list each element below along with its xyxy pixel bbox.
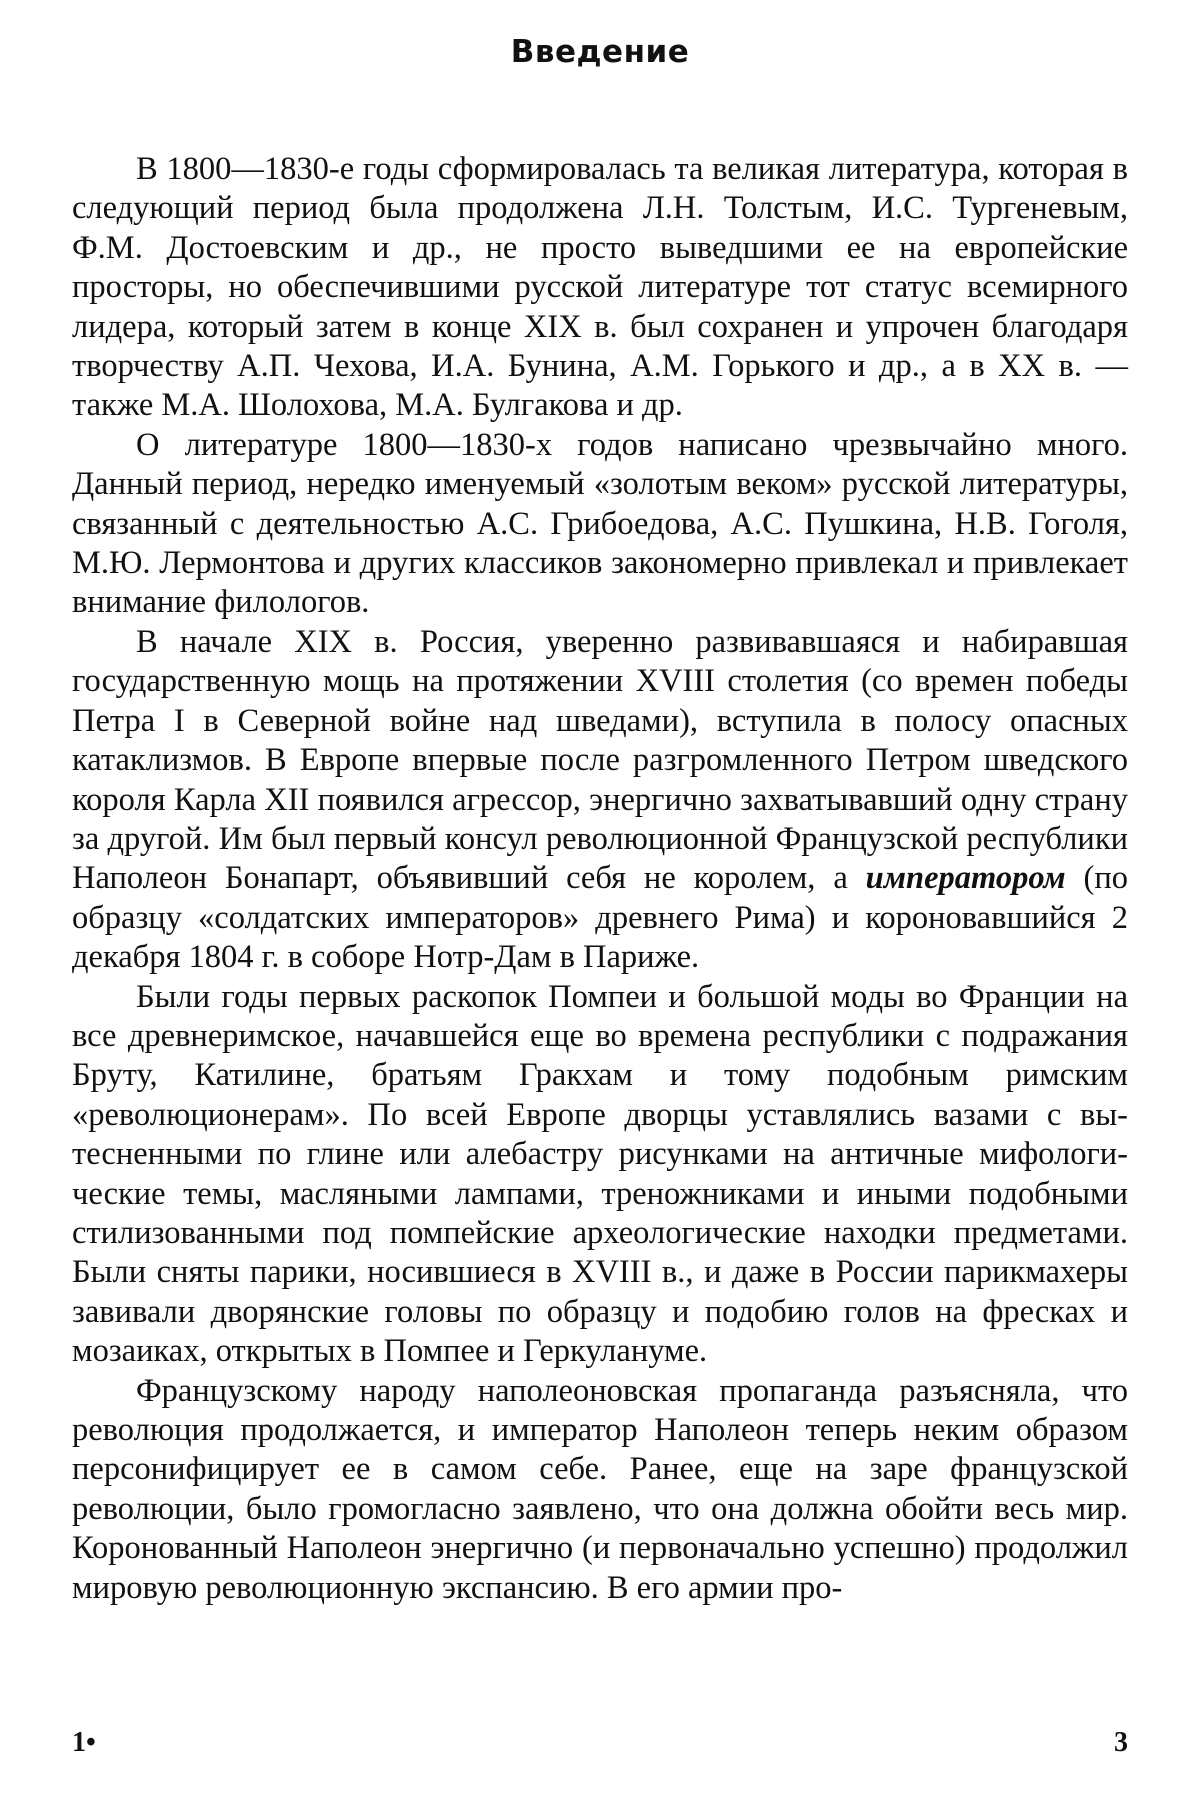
signature-mark: 1• <box>72 1727 96 1758</box>
paragraph-text: Французскому народу наполеоновская пропаганда разъясняла, что революция продолжается, и император Наполеон теперь неким образом персонифицирует ее в самом себе. Ранее, еще на заре французской революции, было громогласно заявлено, что она должна обойти весь мир. Коронованный Наполеон энергично (и первоначально успешно) продолжил мировую революционную экспансию. В его армии про- <box>72 1372 1128 1606</box>
paragraph-text: В начале XIX в. Россия, уверенно развивавшаяся и набиравшая государственную мощь на протяжении XVIII столетия (со времен победы Петра I в Северной войне над шведами), вступила в полосу опасных катаклизмов. В Европе впервые после разгромленного Петром шведского короля Карла XII появился агрессор, энергично захватывавший одну страну за другой. Им был первый консул революционной Французской республики Наполеон Бонапарт, объявивший себя не королем, а <box>72 623 1128 897</box>
emphasized-word: императором <box>865 860 1066 897</box>
paragraph-text: В 1800—1830-е годы сформировалась та великая литература, которая в следующий период была продолжена Л.Н. Толстым, И.С. Тургеневым, Ф.М. Достоевским и др., не просто выведшими ее на европейские просторы, но обеспечившими русской литературе тот статус всемирного лидера, который затем в конце XIX в. был сохранен и упрочен благодаря творчеству А.П. Чехова, И.А. Бунина, А.М. Горького и др., а в XX в. — также М.А. Шолохова, М.А. Булгакова и др. <box>72 151 1128 424</box>
paragraph-2 <box>72 426 1128 623</box>
paragraph-text: Были годы первых раскопок Помпеи и большой моды во Франции на все древнеримское, начавшейся еще во времена республики с подражания Бруту, Катилине, братьям Гракхам и тому подобным римским «революционерам». По всей Европе дворцы уставлялись вазами с вытесненными по глине или алебастру рисунками на античные мифологические темы, масляными лампами, треножниками и иными подобными стилизованными под помпейские археологические находки предметами. Были сняты парики, носившиеся в XVIII в., и даже в России парикмахеры завивали дворянские головы по образцу и подобию голов на фресках и мозаиках, открытых в Помпее и Геркулануме. <box>72 978 1128 1370</box>
paragraph-3 <box>72 623 1128 978</box>
paragraph-text: О литературе 1800—1830-х годов написано чрезвычайно много. Данный период, нередко именуемый «золотым веком» русской литературы, связанный с деятельностью А.С. Грибоедова, А.С. Пушкина, Н.В. Гоголя, М.Ю. Лермонтова и других классиков закономерно привлекал и привлекает внимание филологов. <box>72 426 1128 621</box>
page-number: 3 <box>1114 1727 1128 1758</box>
paragraph-5 <box>72 1372 1128 1608</box>
paragraph-1 <box>72 150 1128 426</box>
paragraph-text: (по образцу «солдатских императоров» древнего Рима) и короновавшийся 2 декабря 1804 г. в соборе Нотр-Дам в Париже. <box>72 860 1128 976</box>
page-heading: Введение <box>510 34 690 70</box>
paragraph-4 <box>72 978 1128 1372</box>
body-text <box>72 150 1128 1608</box>
document-page <box>72 0 1128 1802</box>
